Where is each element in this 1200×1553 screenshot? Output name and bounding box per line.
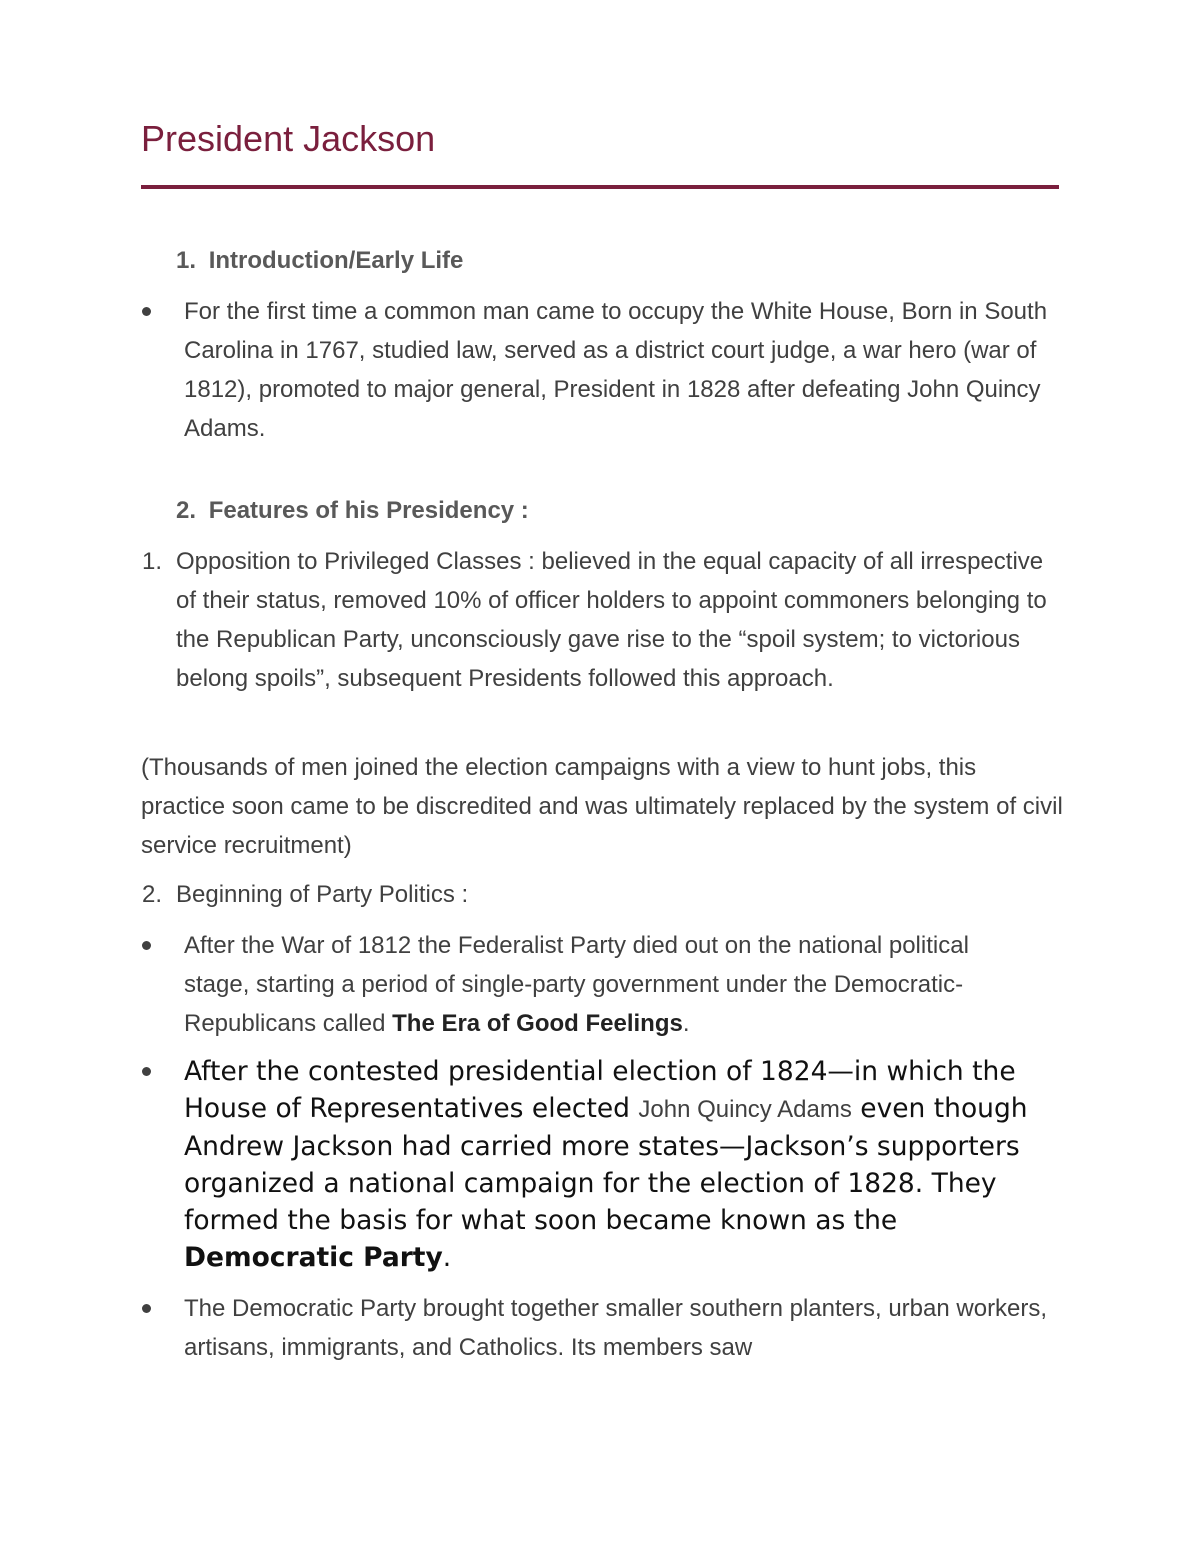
page-title: President Jackson [141,118,436,159]
section-1-number: 1. [176,247,197,274]
bullet-a-main: After the War of 1812 the Federalist Party died out on the national political stage, starting a period of single-party government under the Democratic-Republicans called [184,932,969,1037]
list-item-2-number: 2. [142,881,163,908]
section-1-title: Introduction/Early Life [208,247,464,274]
john-quincy-adams-link-text: John Quincy Adams [638,1096,852,1123]
bullet-icon [142,941,151,950]
bullet-b-part2: even though Andrew Jackson had carried more states—Jackson’s supporters organized a national campaign for the election of 1828. They formed the basis for what soon became known as the [184,1093,1028,1236]
section-1-bullet-text: For the first time a common man came to occupy the White House, Born in South Carolina in 1767, studied law, served as a district court judge, a war hero (war of 1812), promoted to major general, President in 1828 after defeating John Quincy Adams. [184,298,1048,442]
bullet-icon [142,307,151,316]
section-2-heading [176,491,529,530]
note-paragraph: (Thousands of men joined the election campaigns with a view to hunt jobs, this practice soon came to be discredited and was ultimately replaced by the system of civil service recruitment) [141,754,1063,859]
bullet-b-text [184,1053,1069,1276]
section-1-heading [176,241,463,280]
bullet-c-text: The Democratic Party brought together smaller southern planters, urban workers, artisans, immigrants, and Catholics. Its members saw [184,1295,1048,1361]
bullet-a-end: . [682,1010,690,1037]
section-2-title: Features of his Presidency : [208,497,529,524]
section-2-number: 2. [176,497,197,524]
bullet-b-end: . [442,1242,452,1273]
list-item-1-number: 1. [142,548,163,575]
era-of-good-feelings: The Era of Good Feelings [392,1010,683,1037]
title-divider [141,185,1059,189]
list-item-2-text: Beginning of Party Politics : [176,881,469,908]
democratic-party: Democratic Party [184,1242,443,1273]
bullet-icon [142,1067,151,1076]
bullet-icon [142,1304,151,1313]
bullet-a-text [184,926,1034,1043]
bullet-b-part1: After the contested presidential election of 1824—in which the House of Representatives elected [184,1056,1016,1124]
list-item-1-text: Opposition to Privileged Classes : believed in the equal capacity of all irrespective of their status, removed 10% of officer holders to appoint commoners belonging to the Republican Party, unconsciously gave rise to the “spoil system; to victorious belong spoils”, subsequent Presidents followed this approach. [176,548,1047,692]
